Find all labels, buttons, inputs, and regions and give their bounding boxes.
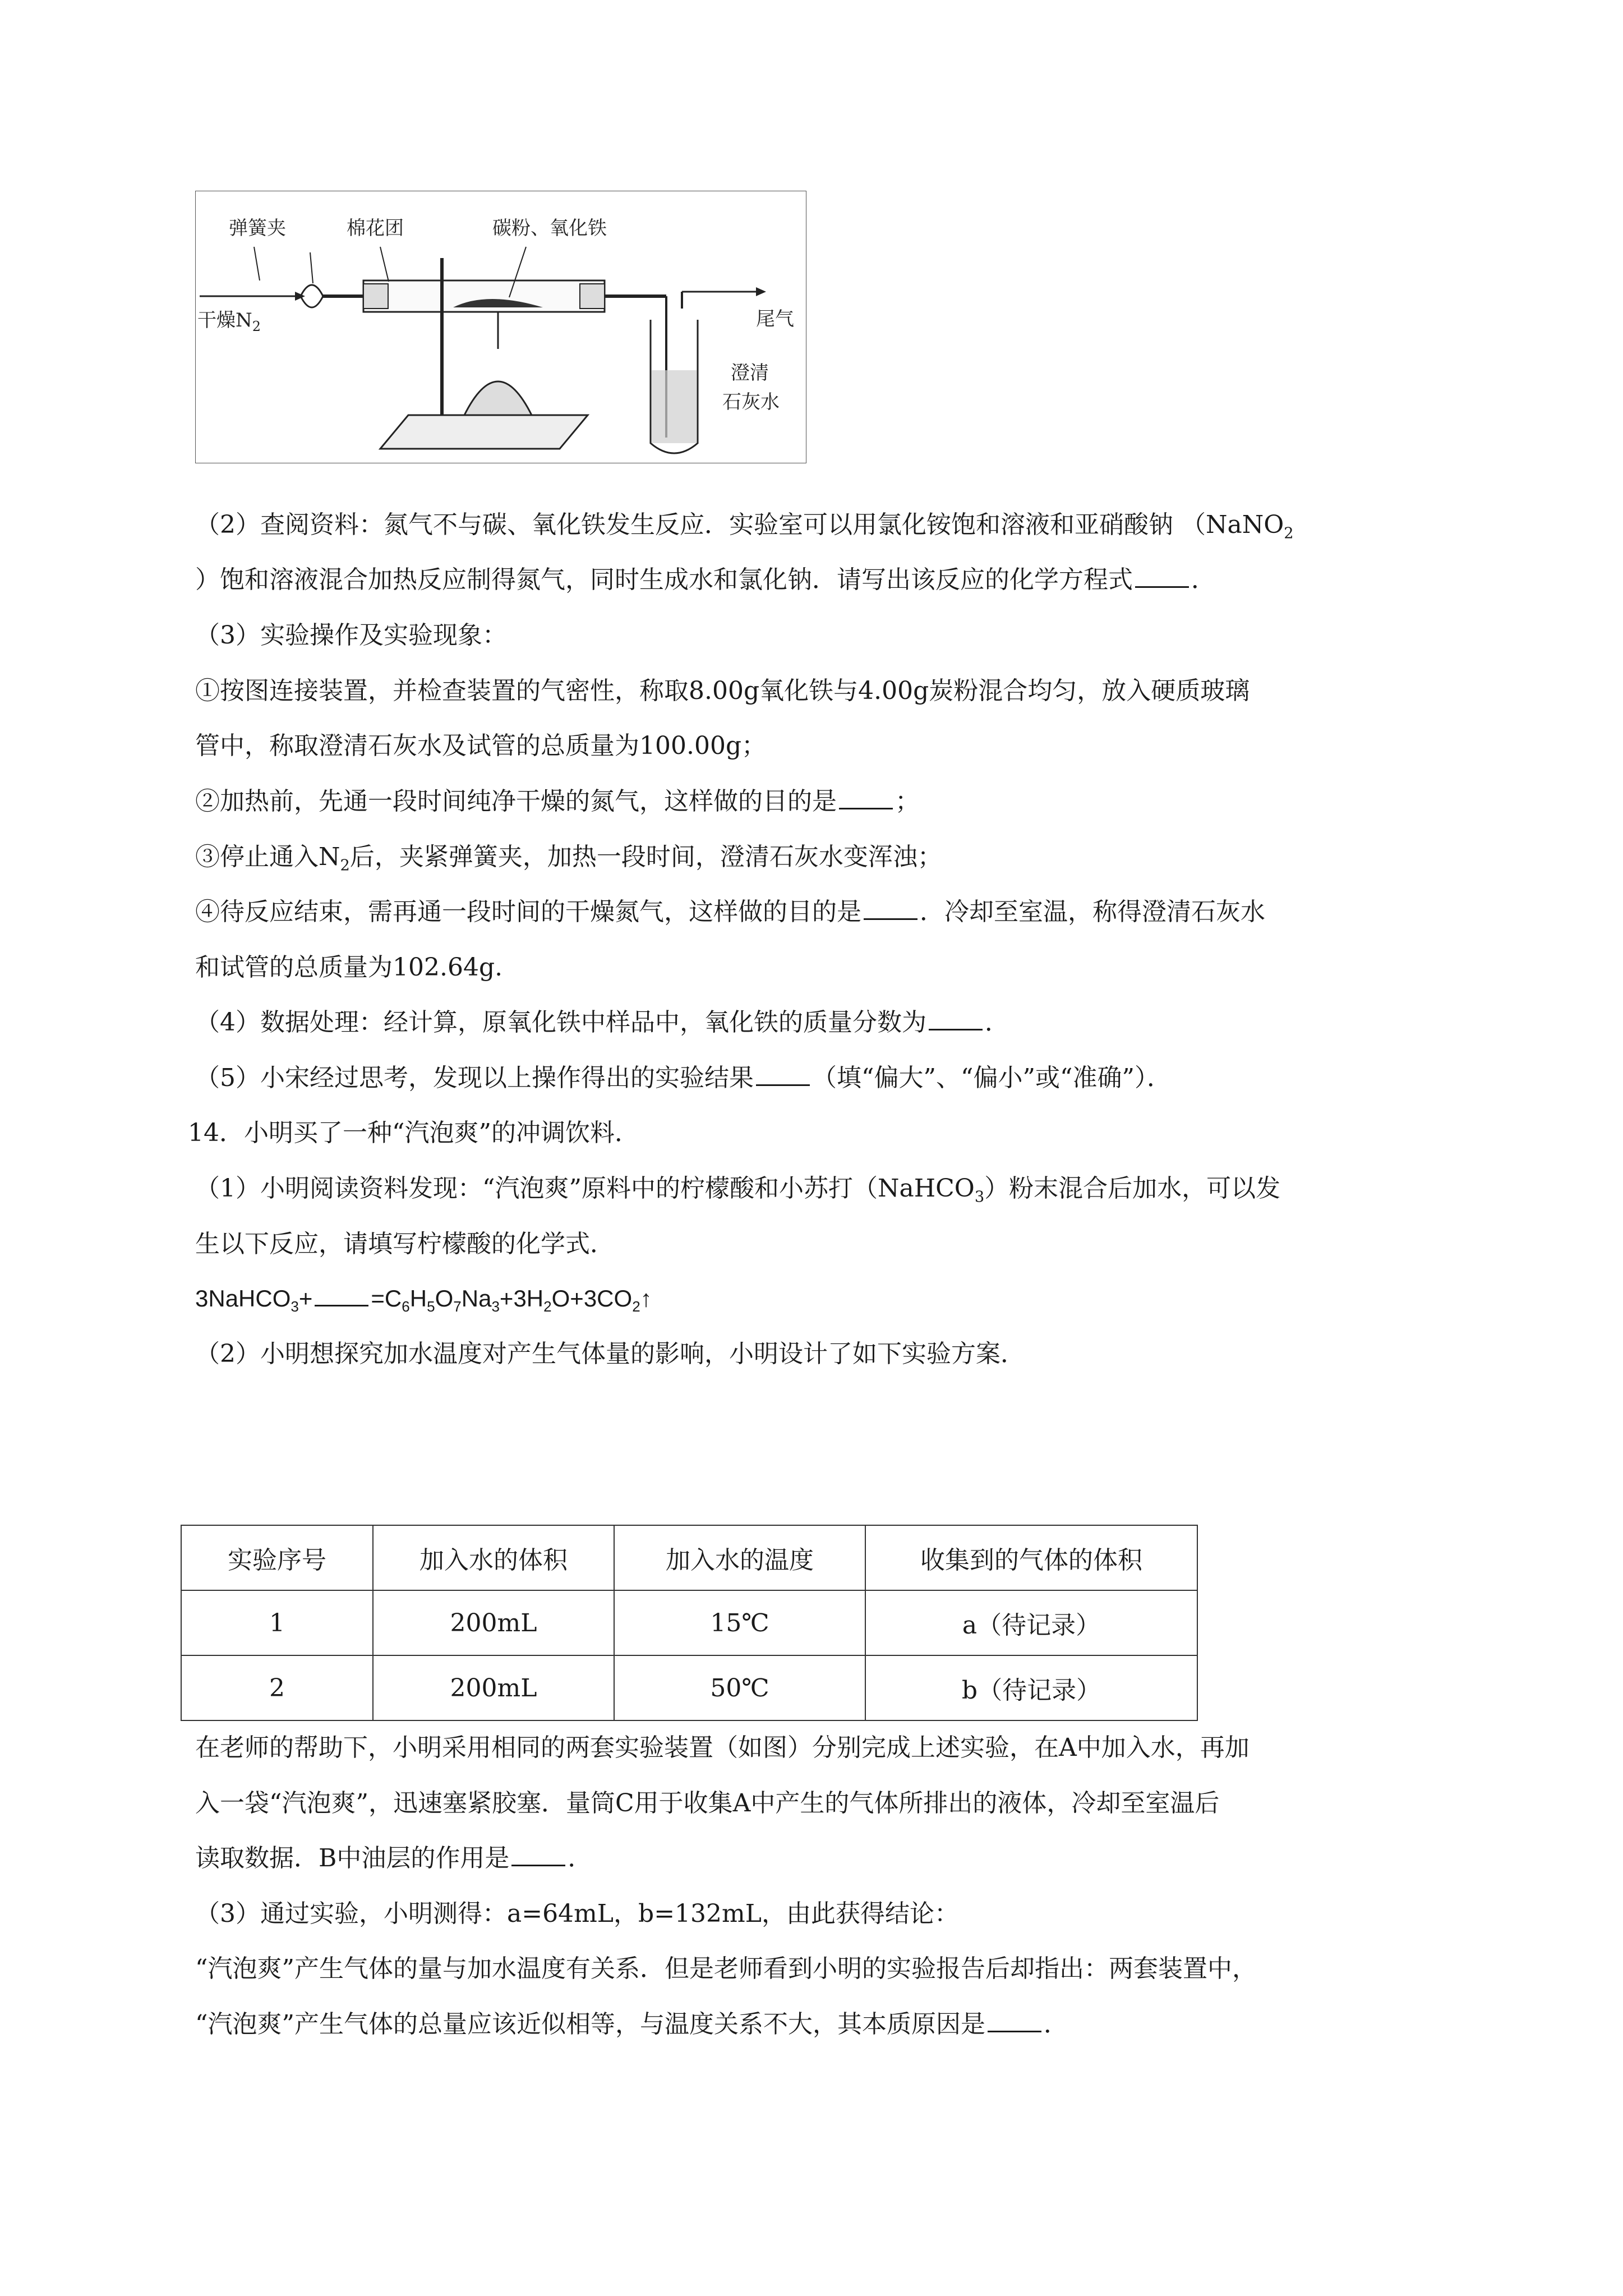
q14-conclusion-line2: “汽泡爽”产生气体的总量应该近似相等，与温度关系不大，其本质原因是 ． (195, 2008, 1068, 2041)
table-header-cell: 加入水的温度 (614, 1525, 865, 1590)
q14-part3: （3）通过实验，小明测得：a=64mL，b=132mL，由此获得结论： (195, 1899, 959, 1928)
q3-step3: ③停止通入$N_2$后，夹紧弹簧夹，加热一段时间，澄清石灰水变浑浊； (195, 843, 942, 875)
q14-after-line1: 在老师的帮助下，小明采用相同的两套实验装置（如图）分别完成上述实验，在A中加入水，再加 (195, 1733, 1249, 1762)
label-limewater-1: 澄清 (731, 362, 769, 384)
q4: （4）数据处理：经计算，原氧化铁中样品中，氧化铁的质量分数为 ． (195, 1006, 1009, 1039)
experiment-table (181, 1525, 1198, 1721)
answer-blank[interactable] (756, 1062, 810, 1086)
q14-title: 14．小明买了一种“汽泡爽”的冲调饮料． (188, 1119, 639, 1147)
label-limewater-2: 石灰水 (722, 391, 780, 413)
q2-line-2: ）饱和溶液混合加热反应制得氮气，同时生成水和氯化钠．请写出该反应的化学方程式 ． (195, 563, 1216, 597)
q3-step1-line1: ①按图连接装置，并检查装置的气密性，称取8.00g氧化铁与4.00g炭粉混合均匀，放入硬质玻璃 (195, 677, 1250, 705)
q5: （5）小宋经过思考，发现以上操作得出的实验结果 （填“偏大”、“偏小”或“准确”）． (195, 1061, 1172, 1095)
answer-blank[interactable] (988, 2008, 1041, 2032)
table-cell: 15℃ (614, 1590, 865, 1655)
label-reactants: 碳粉、氧化铁 (492, 217, 607, 240)
answer-blank[interactable] (929, 1006, 983, 1030)
table-cell: 200mL (373, 1590, 614, 1655)
q3-step1-line2: 管中，称取澄清石灰水及试管的总质量为100.00g； (195, 731, 767, 760)
table-header-cell: 加入水的体积 (373, 1525, 614, 1590)
q3-step4-line2: 和试管的总质量为102.64g. (195, 953, 503, 982)
table-cell: 2 (181, 1655, 373, 1720)
answer-blank[interactable] (864, 896, 917, 920)
answer-blank[interactable] (1135, 564, 1189, 588)
q3-step4-line1: ④待反应结束，需再通一段时间的干燥氮气，这样做的目的是 ．冷却至室温，称得澄清石灰水 (195, 895, 1265, 929)
q14-part1-line1: （1）小明阅读资料发现：“汽泡爽”原料中的柠檬酸和小苏打（NaHCO$_3$）粉末混合后加水，可以发 (195, 1174, 1281, 1206)
apparatus-figure (195, 191, 806, 463)
label-cotton: 棉花团 (347, 217, 404, 240)
label-dry-n2: 干燥$N_2$ (197, 309, 261, 334)
table-cell: 1 (181, 1590, 373, 1655)
q3-step2: ②加热前，先通一段时间纯净干燥的氮气，这样做的目的是 ； (195, 785, 920, 818)
q14-conclusion-line1: “汽泡爽”产生气体的量与加水温度有关系．但是老师看到小明的实验报告后却指出：两套装置中， (195, 1954, 1257, 1983)
table-cell: 50℃ (614, 1655, 865, 1720)
q14-equation: 3NaHCO$_3$+ $=C_6H_5O_7Na_3+3H_2O+3CO_2↑$ (195, 1282, 652, 1323)
answer-blank[interactable] (511, 1842, 565, 1866)
q3-title: （3）实验操作及实验现象： (195, 621, 507, 650)
table-cell: a（待记录） (865, 1590, 1197, 1655)
label-tail-gas: 尾气 (756, 308, 794, 330)
q14-after-line2: 入一袋“汽泡爽”，迅速塞紧胶塞．量筒C用于收集A中产生的气体所排出的液体，冷却至室温后 (195, 1789, 1220, 1818)
table-cell: 200mL (373, 1655, 614, 1720)
table-header-row (181, 1525, 1197, 1590)
label-spring-clip: 弹簧夹 (229, 217, 286, 240)
answer-blank[interactable] (315, 1282, 368, 1306)
table-row (181, 1655, 1197, 1720)
q14-after-line3: 读取数据．B中油层的作用是 ． (195, 1842, 592, 1875)
table-row (181, 1590, 1197, 1655)
table-header-cell: 实验序号 (181, 1525, 373, 1590)
q14-part1-line2: 生以下反应，请填写柠檬酸的化学式． (195, 1230, 615, 1258)
q2-line-1: （2）查阅资料：氮气不与碳、氧化铁发生反应．实验室可以用氯化铵饱和溶液和亚硝酸钠 （NaNO$_2$ (195, 510, 1294, 542)
answer-blank[interactable] (839, 785, 893, 809)
table-header-cell: 收集到的气体的体积 (865, 1525, 1197, 1590)
table-cell: b（待记录） (865, 1655, 1197, 1720)
q14-part2: （2）小明想探究加水温度对产生气体量的影响，小明设计了如下实验方案． (195, 1340, 1025, 1368)
